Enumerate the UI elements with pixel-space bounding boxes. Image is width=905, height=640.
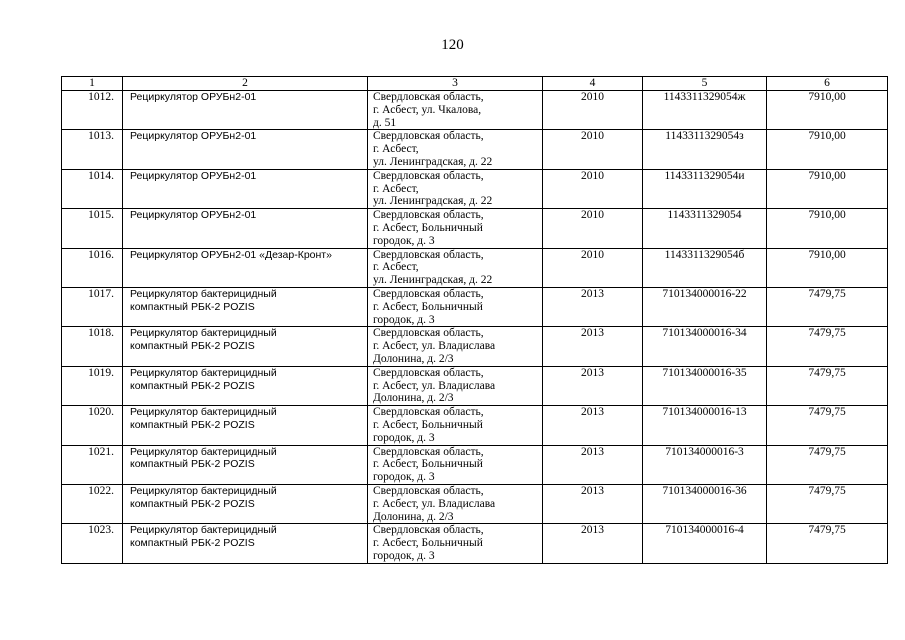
table-row [62, 169, 888, 208]
item-address: Свердловская область, г. Асбест, Больничный городок, д. 3 [368, 287, 543, 326]
item-cost: 7479,75 [767, 327, 888, 366]
inventory-number: 1143311329054и [643, 169, 767, 208]
item-name: Рециркулятор ОРУБн2-01 [123, 91, 368, 130]
row-number: 1022. [62, 484, 123, 523]
row-number: 1012. [62, 91, 123, 130]
column-header-2: 2 [123, 77, 368, 91]
inventory-number: 710134000016-35 [643, 366, 767, 405]
item-address: Свердловская область, г. Асбест, Больничный городок, д. 3 [368, 445, 543, 484]
table-header-row [62, 77, 888, 91]
row-number: 1015. [62, 209, 123, 248]
item-cost: 7910,00 [767, 91, 888, 130]
item-address: Свердловская область, г. Асбест, ул. Ленинградская, д. 22 [368, 130, 543, 169]
row-number: 1014. [62, 169, 123, 208]
item-year: 2010 [543, 248, 643, 287]
table-row [62, 445, 888, 484]
item-address: Свердловская область, г. Асбест, ул. Владислава Долонина, д. 2/3 [368, 327, 543, 366]
property-table [61, 76, 888, 564]
item-cost: 7479,75 [767, 484, 888, 523]
row-number: 1021. [62, 445, 123, 484]
item-name: Рециркулятор ОРУБн2-01 [123, 209, 368, 248]
item-address: Свердловская область, г. Асбест, ул. Чкалова, д. 51 [368, 91, 543, 130]
item-year: 2013 [543, 445, 643, 484]
item-cost: 7910,00 [767, 248, 888, 287]
item-cost: 7910,00 [767, 169, 888, 208]
table-row [62, 287, 888, 326]
item-cost: 7479,75 [767, 366, 888, 405]
item-cost: 7910,00 [767, 130, 888, 169]
inventory-number: 710134000016-3 [643, 445, 767, 484]
item-address: Свердловская область, г. Асбест, ул. Ленинградская, д. 22 [368, 169, 543, 208]
inventory-number: 710134000016-22 [643, 287, 767, 326]
inventory-number: 710134000016-36 [643, 484, 767, 523]
table-row [62, 248, 888, 287]
table-row [62, 484, 888, 523]
item-year: 2010 [543, 209, 643, 248]
column-header-4: 4 [543, 77, 643, 91]
column-header-1: 1 [62, 77, 123, 91]
item-address: Свердловская область, г. Асбест, Больничный городок, д. 3 [368, 524, 543, 563]
item-year: 2013 [543, 484, 643, 523]
row-number: 1016. [62, 248, 123, 287]
item-cost: 7479,75 [767, 445, 888, 484]
inventory-number: 710134000016-13 [643, 406, 767, 445]
table-row [62, 91, 888, 130]
item-name: Рециркулятор ОРУБн2-01 [123, 169, 368, 208]
item-year: 2013 [543, 287, 643, 326]
page-number: 120 [441, 37, 464, 53]
item-cost: 7910,00 [767, 209, 888, 248]
item-cost: 7479,75 [767, 406, 888, 445]
item-name: Рециркулятор бактерицидный компактный РБК-2 POZIS [123, 327, 368, 366]
item-address: Свердловская область, г. Асбест, Больничный городок, д. 3 [368, 406, 543, 445]
item-name: Рециркулятор бактерицидный компактный РБК-2 POZIS [123, 406, 368, 445]
item-cost: 7479,75 [767, 287, 888, 326]
item-year: 2013 [543, 406, 643, 445]
inventory-number: 1143311329054б [643, 248, 767, 287]
item-name: Рециркулятор бактерицидный компактный РБК-2 POZIS [123, 484, 368, 523]
inventory-number: 1143311329054ж [643, 91, 767, 130]
inventory-number: 710134000016-4 [643, 524, 767, 563]
item-year: 2013 [543, 524, 643, 563]
item-year: 2010 [543, 91, 643, 130]
row-number: 1020. [62, 406, 123, 445]
table-row [62, 327, 888, 366]
table-body [62, 91, 888, 564]
table-row [62, 524, 888, 563]
item-address: Свердловская область, г. Асбест, ул. Владислава Долонина, д. 2/3 [368, 484, 543, 523]
item-address: Свердловская область, г. Асбест, Больничный городок, д. 3 [368, 209, 543, 248]
row-number: 1013. [62, 130, 123, 169]
inventory-number: 1143311329054 [643, 209, 767, 248]
item-name: Рециркулятор бактерицидный компактный РБК-2 POZIS [123, 287, 368, 326]
item-name: Рециркулятор бактерицидный компактный РБК-2 POZIS [123, 445, 368, 484]
row-number: 1023. [62, 524, 123, 563]
column-header-6: 6 [767, 77, 888, 91]
row-number: 1019. [62, 366, 123, 405]
table-row [62, 130, 888, 169]
item-name: Рециркулятор бактерицидный компактный РБК-2 POZIS [123, 524, 368, 563]
item-name: Рециркулятор ОРУБн2-01 [123, 130, 368, 169]
item-name: Рециркулятор бактерицидный компактный РБК-2 POZIS [123, 366, 368, 405]
row-number: 1017. [62, 287, 123, 326]
table-row [62, 209, 888, 248]
table-row [62, 366, 888, 405]
column-header-5: 5 [643, 77, 767, 91]
inventory-number: 710134000016-34 [643, 327, 767, 366]
row-number: 1018. [62, 327, 123, 366]
column-header-3: 3 [368, 77, 543, 91]
item-year: 2013 [543, 366, 643, 405]
item-name: Рециркулятор ОРУБн2-01 «Дезар-Кронт» [123, 248, 368, 287]
item-year: 2010 [543, 169, 643, 208]
item-address: Свердловская область, г. Асбест, ул. Владислава Долонина, д. 2/3 [368, 366, 543, 405]
table-row [62, 406, 888, 445]
item-year: 2013 [543, 327, 643, 366]
item-address: Свердловская область, г. Асбест, ул. Ленинградская, д. 22 [368, 248, 543, 287]
item-cost: 7479,75 [767, 524, 888, 563]
item-year: 2010 [543, 130, 643, 169]
inventory-number: 1143311329054з [643, 130, 767, 169]
